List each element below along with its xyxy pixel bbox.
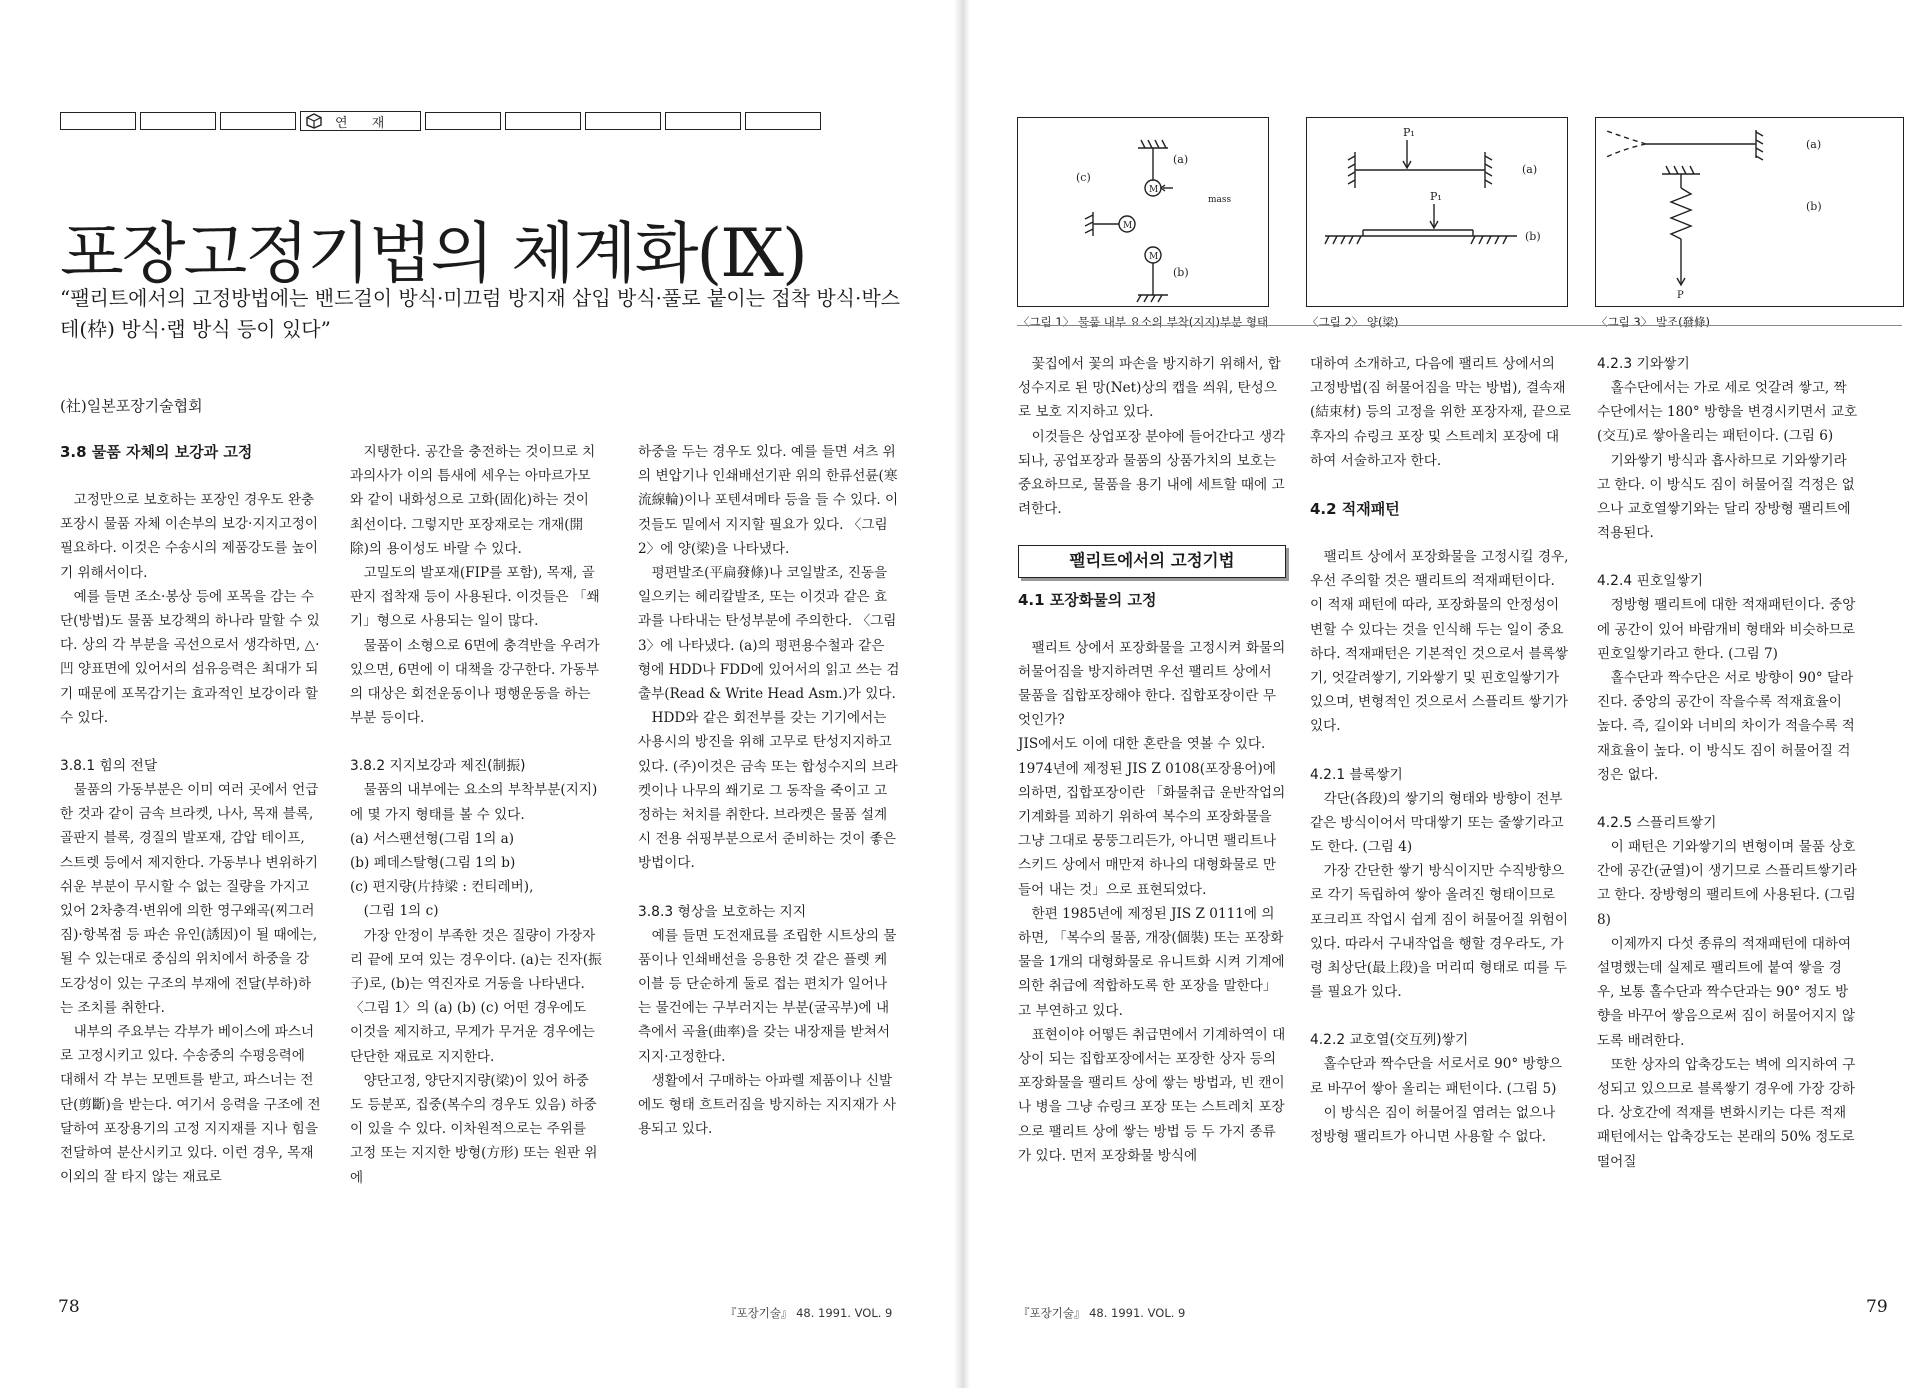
banner-box [505, 112, 581, 130]
body-paragraph: 팰리트 상에서 포장화물을 고정시킬 경우, 우선 주의할 것은 팰리트의 적재패턴이다. 이 적재 패턴에 따라, 포장화물의 안정성이 변할 수 있다는 것을 인식해 두는 일이 중요하다. 적재패턴은 기본적인 것으로서 블록쌓기, 엇갈려쌓기, 기와쌓기 및 핀호일쌓기가 있으며, 변형적인 것으로서 스플리트 쌓기가 있다. [1310, 549, 1569, 735]
body-paragraph: 생활에서 구매하는 아파렐 제품이나 신발에도 형태 흐트러짐을 방지하는 지지재가 사용되고 있다. [638, 1072, 896, 1138]
body-paragraph: 한편 1985년에 제정된 JIS Z 0111에 의하면, 「복수의 물품, 개장(個裝) 또는 포장화물을 1개의 대형화물로 유니트화 시켜 기계에 의한 취급에 적합하도록 한 포장을 말한다」고 부연하고 있다. [1018, 905, 1285, 1019]
banner-box [220, 112, 296, 130]
subsection-heading: 3.8.3 형상을 보호하는 지지 [638, 903, 807, 920]
body-paragraph: 내부의 주요부는 각부가 베이스에 파스너로 고정시키고 있다. 수송중의 수평응력에 대해서 각 부는 모멘트를 받고, 파스너는 전단(剪斷)을 받는다. 여기서 응력을 구조에 전달하여 포장용기의 고정 지지재를 지나 힘을 전달하여 분산시키고 있다. 이런 경우, 목재 이외의 잘 타지 않는 재료로 [60, 1024, 321, 1186]
banner-box [60, 112, 136, 130]
fig3-label-b: (b) [1806, 200, 1822, 213]
body-paragraph: (그림 1의 c) [363, 903, 439, 920]
subsection-heading: 4.2.1 블록쌓기 [1310, 766, 1403, 783]
body-paragraph: 표현이야 어떻든 취급면에서 기계하역이 대상이 되는 집합포장에서는 포장한 상자 등의 포장화물을 팰리트 상에 쌓는 방법과, 빈 캔이나 병을 그냥 슈링크 포장 또는 스트레치 포장으로 팰리트 상에 쌓는 방법 등 두 가지 종류가 있다. 먼저 포장화물 방식에 [1018, 1026, 1286, 1164]
page-number-left: 78 [58, 1297, 80, 1317]
spacer [60, 464, 322, 488]
body-paragraph: JIS에서도 이에 대한 혼란을 엿볼 수 있다. 1974년에 제정된 JIS Z 0108(포장용어)에 의하면, 집합포장이란 「화물취급 운반작업의 기계화를 꾀하기 위하여 복수의 포장화물을 그냥 그대로 뭉뚱그리든가, 아니면 팰리트나 스키드 상에서 매만져 하나의 대형화물로 만들어 내는 것」으로 표현되었다. [1018, 736, 1286, 898]
subsection-heading: 3.8.1 힘의 전달 [60, 758, 158, 775]
body-paragraph: (c) 편지량(片持梁 : 컨티레버), [350, 879, 534, 896]
fig1-label-c: (c) [1076, 171, 1091, 184]
figure-2-caption: 〈그림 2〉 양(梁) [1307, 315, 1399, 329]
body-paragraph: 이 패턴은 기와쌓기의 변형이며 물품 상호간에 공간(균열)이 생기므로 스플리트쌓기라고 한다. 장방형의 팰리트에 사용된다. (그림 8) [1597, 839, 1857, 928]
banner-box [665, 112, 741, 130]
body-paragraph: 고밀도의 발포재(FIP를 포함), 목재, 골판지 접착재 등이 사용된다. 이것들은 「쐐기」형으로 사용되는 일이 많다. [350, 565, 600, 630]
body-paragraph: 이것들은 상업포장 분야에 들어간다고 생각되나, 공업포장과 물품의 상품가치의 보호는 중요하므로, 물품을 용기 내에 세트할 때에 고려한다. [1018, 428, 1286, 518]
body-paragraph: 지탱한다. 공간을 충전하는 것이므로 치과의사가 이의 틈새에 세우는 아마르가모와 같이 내화성으로 고화(固化)하는 것이 최선이다. 그렇지만 포장재로는 개재(開除)의 용이성도 바랄 수 있다. [350, 444, 596, 557]
series-label: 연 재 [335, 115, 395, 131]
figure-3-caption: 〈그림 3〉 발조(發條) [1596, 315, 1711, 329]
body-paragraph: 팰리트 상에서 포장화물을 고정시켜 화물의 허물어짐을 방지하려면 우선 팰리트 상에서 물품을 집합포장해야 한다. 집합포장이란 무엇인가? [1018, 639, 1286, 729]
boxed-section-title: 팰리트에서의 고정기법 [1018, 545, 1286, 577]
body-paragraph: 가장 간단한 쌓기 방식이지만 수직방향으로 각기 독립하여 쌓아 올려진 형태이므로 포크리프 작업시 쉽게 짐이 허물어질 위험이 있다. 따라서 구내작업을 행할 경우라도, 가령 최상단(最上段)을 머리띠 형태로 띠를 두를 필요가 있다. [1310, 863, 1568, 1001]
banner-box [585, 112, 661, 130]
spacer [60, 730, 322, 754]
body-paragraph: 평편발조(平扁發條)나 코일발조, 진동을 일으키는 헤리칼발조, 또는 이것과 같은 효과를 나타내는 탄성부분에 주의한다. 〈그림 3〉에 나타냈다. (a)의 평편용수철과 같은 형에 HDD나 FDD에 있어서의 읽고 쓰는 검출부(Read & Write Head Asm.)가 있다. [638, 565, 900, 703]
series-banner [60, 110, 825, 132]
cube-icon [305, 113, 323, 129]
banner-box [140, 112, 216, 130]
body-paragraph: 하중을 두는 경우도 있다. 예를 들면 셔츠 위의 변압기나 인쇄배선기판 위의 한류선륜(寒流線輪)이나 포텐셔메타 등을 들 수 있다. 이것들도 밑에서 지지할 필요가 있다. 〈그림 2〉에 양(梁)을 나타냈다. [638, 444, 899, 557]
fig1-mass-label: mass [1208, 195, 1232, 205]
banner-box [745, 112, 821, 130]
section-heading: 3.8 물품 자체의 보강과 고정 [60, 443, 253, 461]
body-paragraph: (b) 페데스탈형(그림 1의 b) [350, 855, 516, 872]
banner-box [425, 112, 501, 130]
article-subtitle: “팰리트에서의 고정방법에는 밴드걸이 방식·미끄럼 방지재 삽입 방식·풀로 붙이는 접착 방식·박스테(枠) 방식·랩 방식 등이 있다” [60, 286, 900, 341]
subsection-heading: 3.8.2 지지보강과 제진(制振) [350, 758, 526, 775]
fig2-label-a: (a) [1522, 163, 1538, 176]
page-footer-left: 『포장기술』 48. 1991. VOL. 9 [725, 1306, 893, 1320]
right-column-3 [1597, 352, 1859, 1174]
figure-2 [1306, 117, 1568, 307]
body-paragraph: 고정만으로 보호하는 포장인 경우도 완충포장시 물품 자체 이손부의 보강·지지고정이 필요하다. 이것은 수송시의 제품강도를 높이기 위해서이다. [60, 492, 318, 581]
body-paragraph: 꽃집에서 꽃의 파손을 방지하기 위해서, 합성수지로 된 망(Net)상의 캡을 씌워, 탄성으로 보호 지지하고 있다. [1018, 356, 1281, 421]
section-heading: 4.1 포장화물의 고정 [1018, 590, 1157, 609]
figure-1-caption: 〈그림 1〉 물품 내부 요소의 부착(지지)부분 형태 [1018, 315, 1269, 329]
subsection-heading: 4.2.5 스플리트쌓기 [1597, 815, 1717, 832]
spacer [1310, 1004, 1572, 1028]
article-author: (社)일본포장기술협회 [60, 397, 203, 415]
spacer [1597, 787, 1859, 811]
subsection-heading: 4.2.2 교호열(交互列)쌓기 [1310, 1032, 1469, 1049]
spine-gutter [954, 0, 970, 1388]
fig1-label-b: (b) [1173, 266, 1189, 279]
spacer [638, 876, 900, 900]
fig1-mass-a: M [1149, 185, 1159, 195]
subsection-heading: 4.2.4 핀호일쌓기 [1597, 573, 1704, 590]
spacer [1018, 521, 1286, 545]
body-paragraph: HDD와 같은 회전부를 갖는 기기에서는 사용시의 방진을 위해 고무로 탄성지지하고 있다. (주)이것은 금속 또는 합성수지의 브라켓이나 나무의 쐐기로 그 동작을 죽이고 고정하는 처치를 취한다. 브라켓은 물품 설계시 전용 쉬핑부분으로서 준비하는 것이 좋은 방법이다. [638, 710, 898, 872]
body-paragraph: (a) 서스팬션형(그림 1의 a) [350, 830, 515, 847]
article-title: 포장고정기법의 체계화(Ⅸ) [60, 215, 806, 292]
body-paragraph: 이제까지 다섯 종류의 적재패턴에 대하여 설명했는데 실제로 팰리트에 붙여 쌓을 경우, 보통 홀수단과 짝수단과는 90° 정도 방향을 바꾸어 쌓음으로써 짐이 허물어지지 않도록 배려한다. [1597, 935, 1855, 1049]
page-footer-right: 『포장기술』 48. 1991. VOL. 9 [1018, 1306, 1186, 1320]
body-paragraph: 물품이 소형으로 6면에 충격반을 우려가 있으면, 6면에 이 대책을 강구한다. 가동부의 대상은 회전운동이나 평행운동을 하는 부분 등이다. [350, 637, 600, 727]
body-paragraph: 기와쌓기 방식과 흡사하므로 기와쌓기라고 한다. 이 방식도 짐이 허물어질 걱정은 없으나 교호열쌓기와는 달리 장방형 팰리트에 적용된다. [1597, 452, 1855, 542]
body-paragraph: 물품의 가동부분은 이미 여러 곳에서 언급한 것과 같이 금속 브라켓, 나사, 목재 블록, 골판지 블록, 경질의 발포재, 감압 테이프, 스트렛 등에서 제지한다. 가동부나 변위하기 쉬운 부분이 무시할 수 없는 질량을 가지고 있어 2차충격·변위에 의한 영구왜곡(찌그러짐)·항복점 등 파손 유인(誘因)이 될 때에는, 될 수 있는대로 중심의 위치에서 하중을 강도강성이 있는 구조의 부재에 전달(부하)하는 조치를 취한다. [60, 782, 319, 1016]
left-column-2 [350, 440, 602, 1190]
fig1-label-a: (a) [1173, 153, 1189, 166]
body-paragraph: 홀수단과 짝수단은 서로 방향이 90° 달라진다. 중앙의 공간이 작을수록 적재효율이 높다. 즉, 길이와 너비의 차이가 적을수록 적재효율이 높다. 이 방식도 짐이 허물어질 걱정은 없다. [1597, 670, 1855, 783]
series-badge [300, 111, 421, 131]
body-paragraph: 가장 안정이 부족한 것은 질량이 가장자리 끝에 모여 있는 경우이다. (a)는 진자(振子)로, (b)는 역진자로 거동을 나타낸다. 〈그림 1〉의 (a) (b) (c) 어떤 경우에도 이것을 제지하고, 무게가 무거운 경우에는 단단한 재료로 지지한다. [350, 927, 602, 1065]
spacer [1310, 473, 1572, 497]
body-paragraph: 양단고정, 양단지지량(梁)이 있어 하중도 등분포, 집중(복수의 경우도 있음) 하중이 있을 수 있다. 이차원적으로는 주위를 고정 또는 지지한 방형(方形) 또는 원판 위에 [350, 1072, 598, 1186]
body-paragraph: 예를 들면 도전재료를 조립한 시트상의 물품이나 인쇄배선을 응용한 것 같은 플렛 케이블 등 단순하게 둘로 접는 편치가 일어나는 물건에는 구부러지는 부분(굴곡부)에 내측에서 곡율(曲率)을 갖는 내장재를 받쳐서 지지·고정한다. [638, 927, 897, 1065]
spacer [1018, 612, 1286, 636]
fig2-load-b: P₁ [1430, 190, 1442, 203]
body-paragraph: 홀수단과 짝수단을 서로서로 90° 방향으로 바꾸어 쌓아 올리는 패턴이다. (그림 5) [1310, 1056, 1562, 1097]
subsection-heading: 4.2.3 기와쌓기 [1597, 356, 1690, 372]
fig1-mass-b: M [1149, 252, 1159, 262]
left-column-3 [638, 440, 900, 1141]
spacer [350, 730, 602, 754]
fig2-load-a: P₁ [1403, 126, 1415, 139]
fig3-force-p: P [1677, 290, 1684, 301]
body-paragraph: 각단(各段)의 쌓기의 형태와 방향이 전부 같은 방식이어서 막대쌓기 또는 줄쌓기라고도 한다. (그림 4) [1310, 790, 1564, 856]
right-column-2 [1310, 352, 1572, 1149]
body-paragraph: 또한 상자의 압축강도는 벽에 의지하여 구성되고 있으므로 블록쌓기 경우에 가장 강하다. 상호간에 적재를 변화시키는 다른 적재패턴에서는 압축강도는 본래의 50% 정도로 떨어질 [1597, 1056, 1856, 1170]
body-paragraph: 이 방식은 짐이 허물어질 염려는 없으나 정방형 팰리트가 아니면 사용할 수 없다. [1310, 1104, 1556, 1146]
figure-3 [1595, 117, 1904, 307]
spacer [1310, 521, 1572, 545]
page-number-right: 79 [1866, 1297, 1888, 1317]
fig1-mass-c: M [1123, 221, 1133, 231]
body-paragraph: 예를 들면 조소·봉상 등에 포목을 감는 수단(방법)도 물품 보강책의 하나라 말할 수 있다. 상의 각 부분을 곡선으로서 생각하면, △·凹 양표면에 있어서의 섬유응력은 최대가 되기 때문에 포목감기는 효과적인 보강이라 할 수 있다. [60, 588, 320, 726]
figure-divider [1017, 325, 1902, 326]
body-paragraph: 정방형 팰리트에 대한 적재패턴이다. 중앙에 공간이 있어 바람개비 형태와 비슷하므로 핀호일쌓기라고 한다. (그림 7) [1597, 597, 1856, 662]
right-column-1 [1018, 352, 1286, 1168]
left-column-1 [60, 440, 322, 1189]
section-heading: 4.2 적재패턴 [1310, 500, 1400, 519]
body-paragraph: 물품의 내부에는 요소의 부착부분(지지)에 몇 가지 형태를 볼 수 있다. [350, 782, 598, 823]
spacer [1310, 739, 1572, 763]
body-paragraph: 대하여 소개하고, 다음에 팰리트 상에서의 고정방법(짐 허물어짐을 막는 방법), 결속재(結束材) 등의 고정을 위한 포장자재, 끝으로 후자의 슈링크 포장 및 스트레치 포장에 대하여 서술하고자 한다. [1310, 356, 1572, 469]
figure-1 [1017, 117, 1269, 307]
fig3-label-a: (a) [1806, 138, 1822, 151]
spacer [1597, 545, 1859, 569]
body-paragraph: 홀수단에서는 가로 세로 엇갈려 쌓고, 짝수단에서는 180° 방향을 변경시키면서 교호(交互)로 쌓아올리는 패턴이다. (그림 6) [1597, 380, 1858, 445]
fig2-label-b: (b) [1525, 230, 1541, 243]
